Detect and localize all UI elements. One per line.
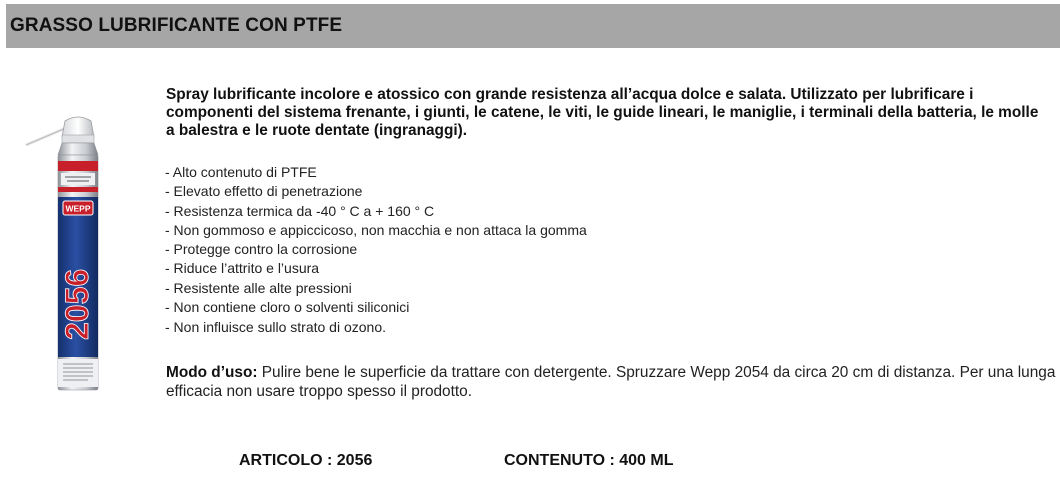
wepp-logo-text: WEPP	[65, 203, 91, 214]
page-title: GRASSO LUBRIFICANTE CON PTFE	[10, 15, 343, 36]
product-code-text: 2056	[59, 268, 95, 340]
usage-instructions	[166, 363, 1056, 401]
feature-item: - Non contiene cloro o solventi siliconici	[165, 299, 410, 316]
feature-item: - Non gommoso e appiccicoso, non macchia e non attaca la gomma	[165, 221, 587, 238]
product-description: Spray lubrificante incolore e atossico con grande resistenza all’acqua dolce e salata. Utilizzato per lubrificare i componenti del sistema frenante, i giunti, le catene, le viti, le guide lineari, le maniglie, i terminali della batteria, le molle a balestra e le ruote dentate (ingranaggi).	[166, 86, 1039, 139]
article-number: ARTICOLO : 2056	[239, 452, 373, 469]
spray-cap	[62, 117, 94, 137]
feature-item: - Non influisce sullo strato di ozono.	[165, 319, 386, 336]
usage-text: Pulire bene le superficie da trattare con detergente. Spruzzare Wepp 2054 da circa 20 cm di distanza. Per una lunga efficacia non usare troppo spesso il prodotto.	[166, 364, 1056, 400]
feature-item: - Resistente alle alte pressioni	[165, 279, 352, 296]
feature-item: - Elevato effetto di penetrazione	[165, 183, 363, 200]
feature-item: - Alto contenuto di PTFE	[165, 164, 317, 180]
feature-item: - Riduce l’attrito e l’usura	[165, 260, 320, 277]
feature-list	[165, 163, 587, 338]
content-volume: CONTENUTO : 400 ML	[504, 452, 674, 469]
feature-item: - Protegge contro la corrosione	[165, 241, 358, 258]
feature-item: - Resistenza termica da -40 ° C a + 160 ° C	[165, 202, 435, 219]
usage-label: Modo d’uso:	[166, 364, 258, 381]
title-bar	[6, 4, 1060, 48]
product-spray-can-image	[18, 115, 138, 395]
